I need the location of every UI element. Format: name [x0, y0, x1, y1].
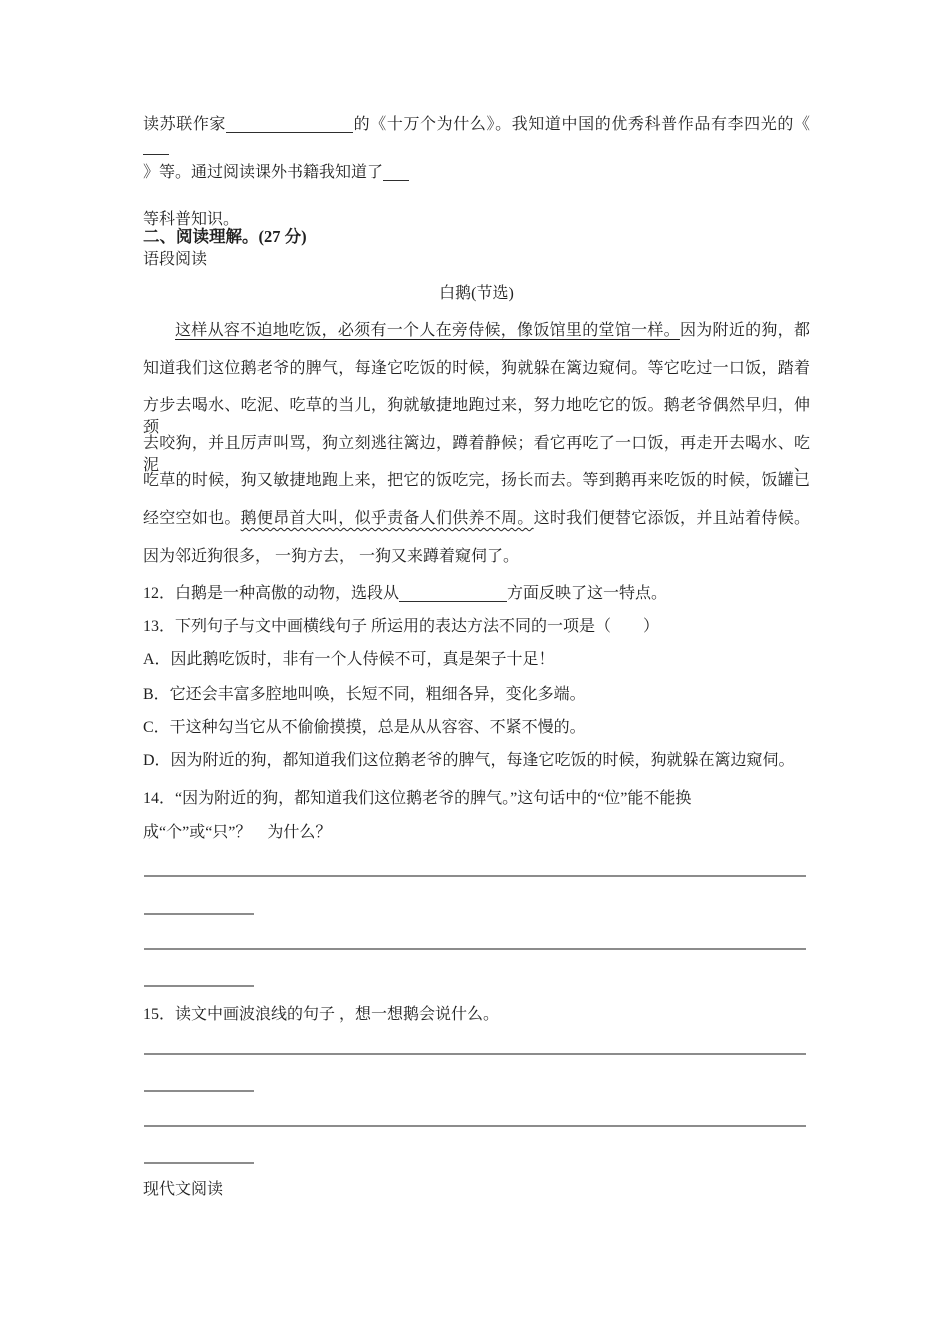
question-text: 方面反映了这一特点。 [507, 585, 668, 602]
fill-blank [143, 152, 169, 155]
section-subheading: 语段阅读 [143, 251, 208, 268]
footer-label: 现代文阅读 [143, 1181, 224, 1198]
wavy-underlined-sentence: 鹅便昂首大叫，似乎责备人们供养不周。 [240, 510, 534, 527]
question-text: 12．白鹅是一种高傲的动物，选段从 [143, 585, 400, 602]
underlined-sentence: 这样从容不迫地吃饭，必须有一个人在旁侍候，像饭馆里的堂馆一样。 [175, 322, 680, 339]
fill-blank [383, 178, 409, 181]
answer-line [144, 1162, 254, 1164]
fill-blank [399, 599, 507, 602]
answer-line [144, 913, 254, 915]
answer-line [144, 1053, 806, 1055]
answer-line [144, 875, 806, 877]
option-d: D．因为附近的狗，都知道我们这位鹅老爷的脾气，每逢它吃饭的时候，狗就躲在篱边窥伺。 [143, 752, 795, 769]
intro-text: 读苏联作家 [143, 116, 227, 133]
passage-line-6 [143, 508, 810, 530]
option-c: C．干这种勾当它从不偷偷摸摸，总是从从容容、不紧不慢的。 [143, 719, 586, 736]
passage-line-4: 去咬狗，并且厉声叫骂，狗立刻逃往篱边，蹲着静候；看它再吃了一口饭，再走开去喝水、吃泥、 [143, 435, 810, 474]
question-15: 15．读文中画波浪线的句子 ，想一想鹅会说什么。 [143, 1006, 500, 1023]
passage-line-7: 因为邻近狗很多， 一狗方去， 一狗又来蹲着窥伺了。 [143, 548, 520, 565]
section-heading: 二、阅读理解。(27 分) [143, 227, 307, 246]
question-14-line-2: 成“个”或“只”？ 为什么？ [143, 824, 332, 841]
passage-line-1 [143, 320, 810, 342]
passage-line-5: 吃草的时候，狗又敏捷地跑上来，把它的饭吃完，扬长而去。等到鹅再来吃饭的时候，饭罐已 [143, 472, 810, 489]
answer-line [144, 948, 806, 950]
intro-line-3: 等科普知识。 [143, 211, 240, 228]
intro-text: 》等。通过阅读课外书籍我知道了 [143, 164, 384, 181]
passage-line-2: 知道我们这位鹅老爷的脾气，每逢它吃饭的时候，狗就躲在篱边窥伺。等它吃过一口饭，踏着 [143, 360, 810, 377]
passage-text: 这时我们便替它添饭，并且站着侍候。 [533, 510, 810, 527]
question-12 [143, 583, 810, 605]
fill-blank [226, 130, 353, 133]
option-b: B．它还会丰富多腔地叫唤，长短不同，粗细各异，变化多端。 [143, 686, 586, 703]
passage-title: 白鹅(节选) [439, 285, 514, 302]
option-a: A．因此鹅吃饭时，非有一个人侍候不可，真是架子十足！ [143, 651, 555, 668]
question-13: 13．下列句子与文中画横线句子 所运用的表达方法不同的一项是（ ） [143, 618, 660, 635]
intro-text: 的《十万个为什么》。我知道中国的优秀科普作品有李四光的《 [353, 116, 810, 133]
answer-line [144, 1125, 806, 1127]
passage-text: 因为附近的狗，都 [679, 322, 810, 339]
intro-line-1 [143, 114, 810, 158]
question-14-line-1: 14．“因为附近的狗，都知道我们这位鹅老爷的脾气。”这句话中的“位”能不能换 [143, 790, 692, 807]
answer-line [144, 985, 254, 987]
intro-line-2 [143, 162, 810, 184]
passage-line-3: 方步去喝水、吃泥、吃草的当儿，狗就敏捷地跑过来，努力地吃它的饭。鹅老爷偶然早归，伸颈 [143, 397, 810, 436]
answer-line [144, 1090, 254, 1092]
passage-text: 经空空如也。 [143, 510, 241, 527]
